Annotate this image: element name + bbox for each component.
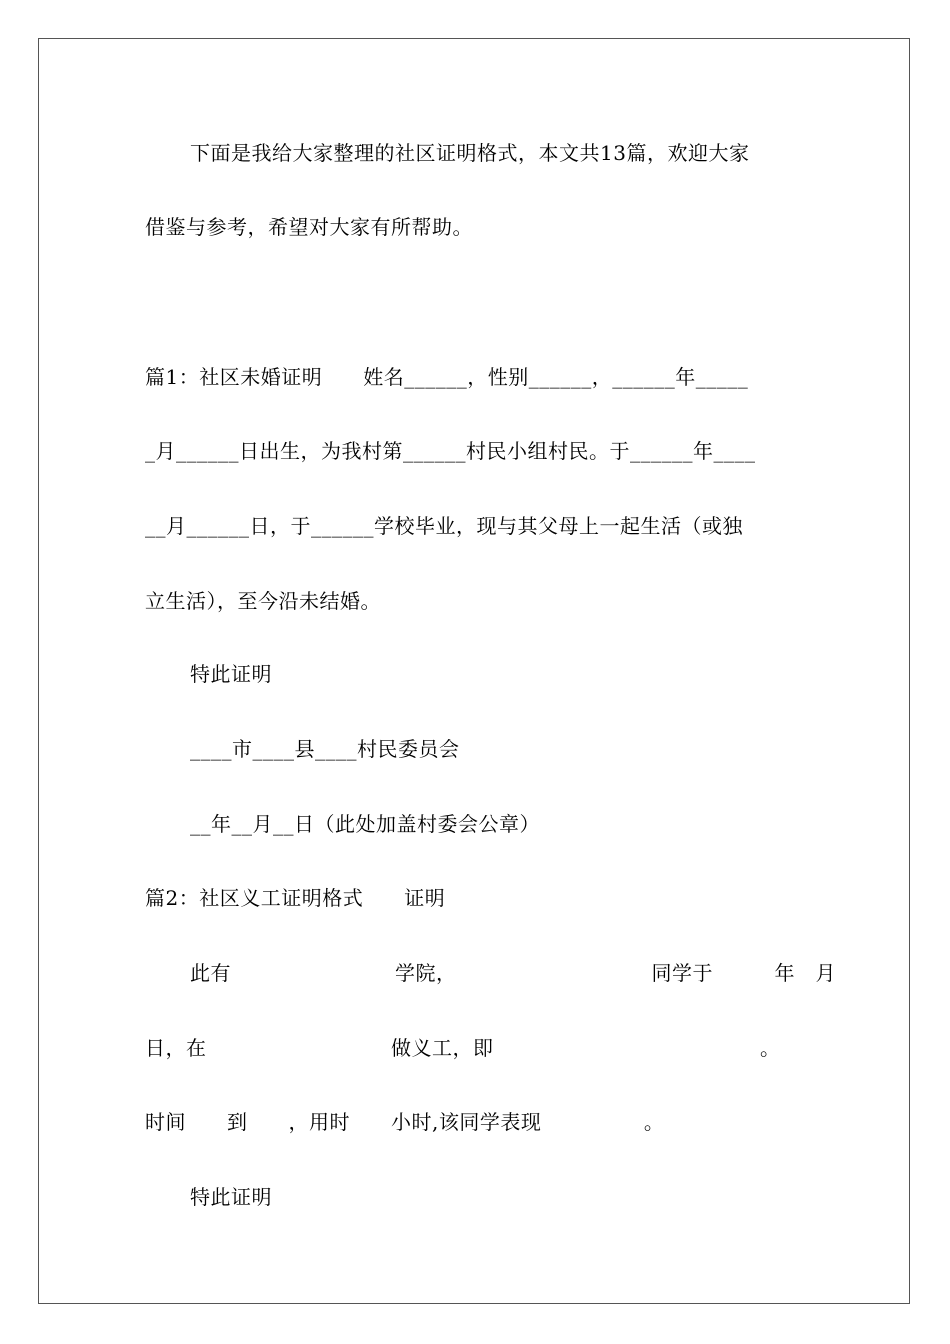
article1-line-3: __月______日，于______学校毕业，现与其父母上一起生活（或独 xyxy=(145,514,743,538)
article1-line-2: _月______日出生，为我村第______村民小组村民。于______年____ xyxy=(145,439,756,463)
article1-certify: 特此证明 xyxy=(190,662,272,686)
article2-line-1: 此有 学院， 同学于 年 月 xyxy=(190,961,836,985)
article2-heading: 篇2：社区义工证明格式 证明 xyxy=(145,886,446,910)
intro-line-1: 下面是我给大家整理的社区证明格式，本文共13篇，欢迎大家 xyxy=(190,141,750,165)
article1-date-seal: __年__月__日（此处加盖村委会公章） xyxy=(190,812,540,836)
article1-line-4: 立生活），至今沿未结婚。 xyxy=(145,589,381,613)
article1-committee: ____市____县____村民委员会 xyxy=(190,737,460,761)
article1-line-1: 篇1：社区未婚证明 姓名______，性别______，______年_____ xyxy=(145,365,749,389)
article2-line-2: 日，在 做义工，即 。 xyxy=(145,1036,781,1060)
intro-line-2: 借鉴与参考，希望对大家有所帮助。 xyxy=(145,215,473,239)
article2-line-3: 时间 到 ，用时 小时,该同学表现 。 xyxy=(145,1110,665,1134)
article2-certify: 特此证明 xyxy=(190,1185,272,1209)
